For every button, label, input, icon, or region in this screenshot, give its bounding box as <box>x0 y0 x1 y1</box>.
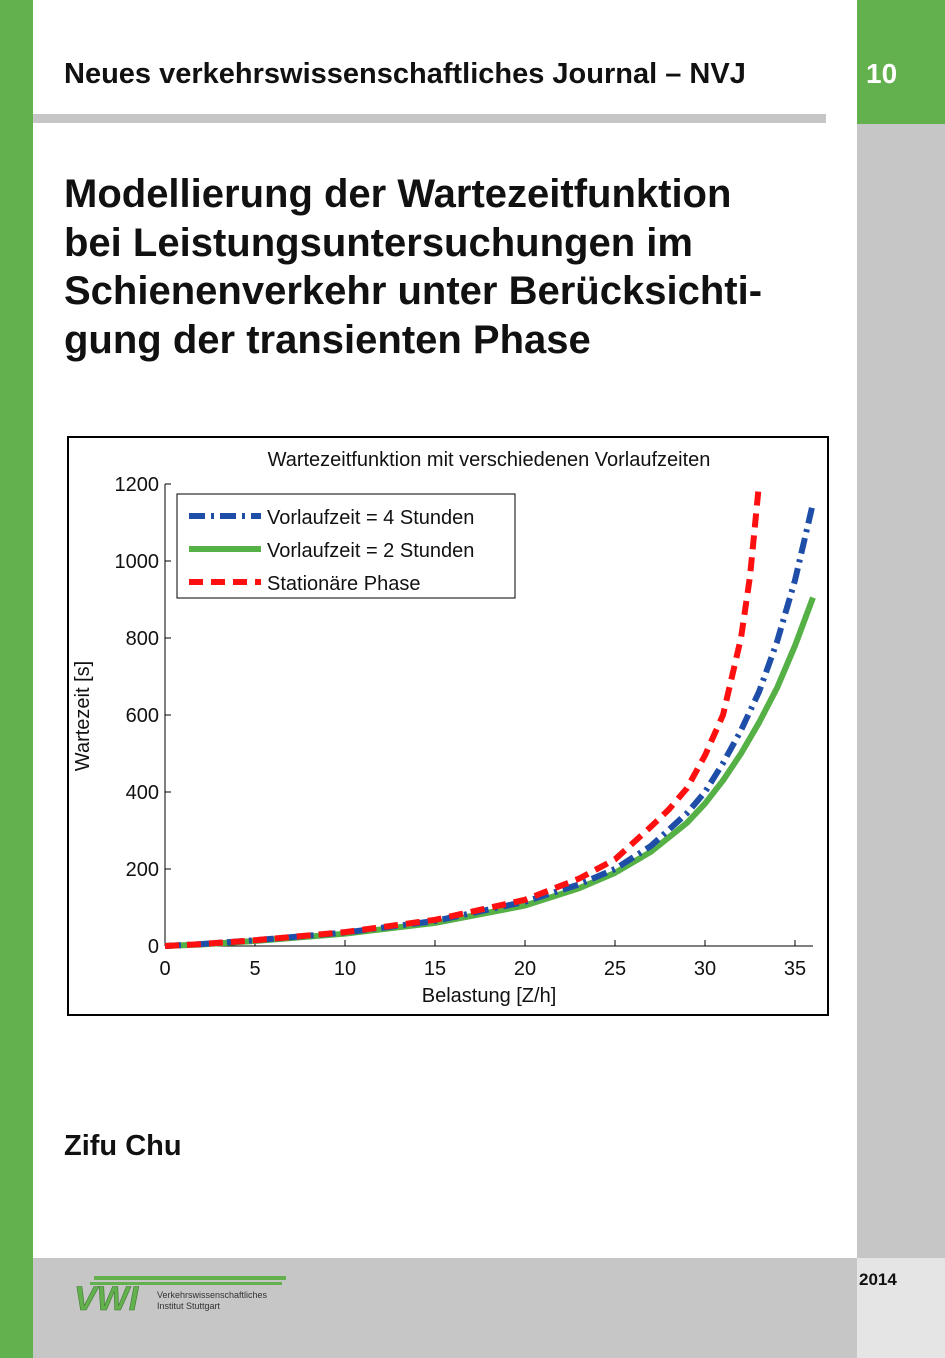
legend-label: Vorlaufzeit = 4 Stunden <box>267 507 475 529</box>
header-divider <box>33 114 826 123</box>
title-line: Schienenverkehr unter Berücksichti- <box>64 269 763 313</box>
y-axis-label: Wartezeit [s] <box>72 660 94 772</box>
title-line: gung der transienten Phase <box>64 317 591 362</box>
chart-legend <box>177 494 515 598</box>
x-tick-label: 30 <box>693 958 717 980</box>
volume-number: 10 <box>866 58 898 89</box>
book-title <box>64 170 834 364</box>
x-axis-label: Belastung [Z/h] <box>421 985 557 1007</box>
x-tick-label: 25 <box>603 958 627 980</box>
y-tick-label: 0 <box>147 936 159 958</box>
y-tick-label: 400 <box>125 782 159 804</box>
y-tick-label: 1000 <box>114 551 159 573</box>
author-name: Zifu Chu <box>64 1130 182 1162</box>
cover-figure <box>67 436 829 1016</box>
y-tick-label: 1200 <box>114 474 159 496</box>
x-tick-label: 20 <box>513 958 537 980</box>
journal-title: Neues verkehrswissenschaftliches Journal – NVJ <box>64 58 746 90</box>
x-tick-label: 10 <box>333 958 357 980</box>
publisher-line-2: Institut Stuttgart <box>157 1301 221 1311</box>
y-tick-label: 600 <box>125 705 159 727</box>
y-tick-label: 200 <box>125 859 159 881</box>
right-grey-column <box>857 0 945 1358</box>
left-green-bar <box>0 0 33 1358</box>
legend-label: Stationäre Phase <box>267 573 421 595</box>
x-tick-label: 15 <box>423 958 447 980</box>
legend-label: Vorlaufzeit = 2 Stunden <box>267 540 475 562</box>
publisher-line-1: Verkehrswissenschaftliches <box>157 1290 268 1300</box>
x-tick-label: 0 <box>159 958 171 980</box>
waiting-time-chart <box>69 438 827 1014</box>
x-tick-label: 5 <box>249 958 261 980</box>
publication-year: 2014 <box>859 1270 897 1289</box>
logo-lettering: VWI <box>74 1280 139 1318</box>
title-line: Modellierung der Wartezeitfunktion <box>64 172 732 216</box>
publisher-name <box>157 1290 267 1312</box>
y-tick-label: 800 <box>125 628 159 650</box>
x-tick-label: 35 <box>783 958 807 980</box>
title-line: bei Leistungsuntersuchungen im <box>64 220 693 265</box>
chart-title: Wartezeitfunktion mit verschiedenen Vorlaufzeiten <box>267 449 711 471</box>
